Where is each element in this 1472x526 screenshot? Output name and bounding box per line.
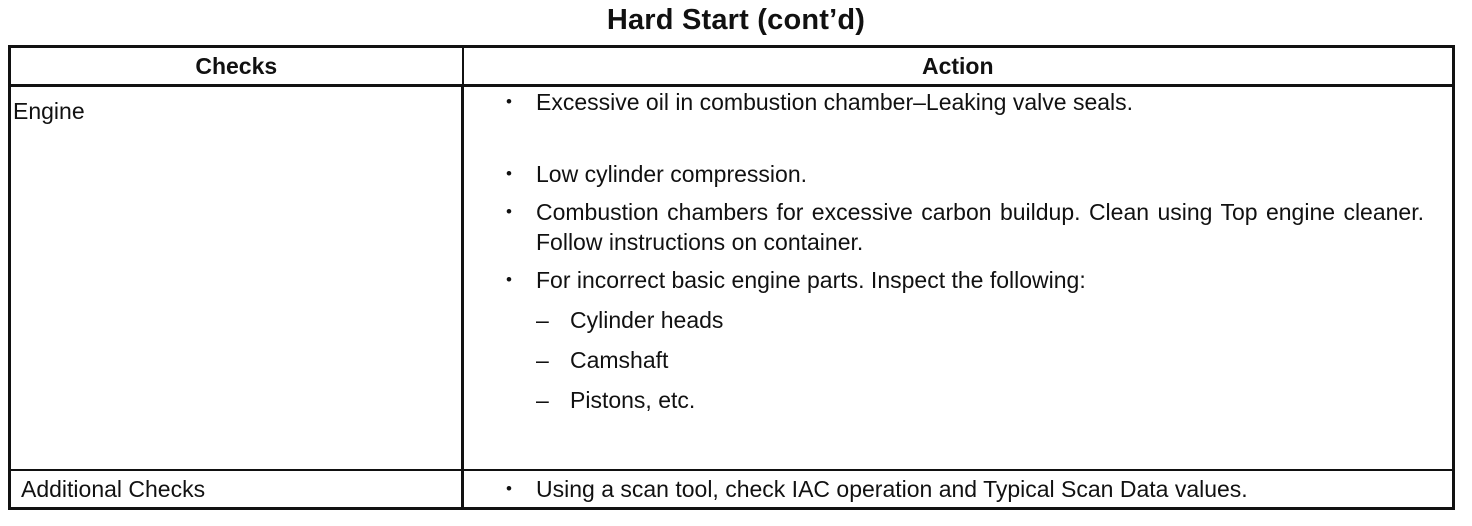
sub-item: – Cylinder heads — [464, 305, 1452, 335]
action-list — [464, 87, 1452, 415]
check-cell-additional: Additional Checks — [10, 470, 463, 509]
sub-item: – Camshaft — [464, 345, 1452, 375]
action-item: • For incorrect basic engine parts. Inspect the following: — [464, 265, 1452, 295]
action-item: • Excessive oil in combustion chamber–Leaking valve seals. — [464, 87, 1452, 117]
checks-column-header: Checks — [10, 47, 463, 86]
table-header-row — [10, 47, 1454, 86]
hard-start-table — [8, 45, 1455, 510]
action-cell-additional — [463, 470, 1454, 509]
sub-item: – Pistons, etc. — [464, 385, 1452, 415]
action-item: • Using a scan tool, check IAC operation and Typical Scan Data values. — [464, 474, 1452, 504]
page-title: Hard Start (cont’d) — [606, 4, 866, 36]
action-item: • Combustion chambers for excessive carbon buildup. Clean using Top engine cleaner. Follow instructions on container. — [464, 197, 1452, 257]
action-column-header: Action — [463, 47, 1454, 86]
check-cell-engine: Engine — [10, 86, 463, 471]
action-list — [464, 474, 1452, 504]
action-item: • Low cylinder compression. — [464, 159, 1452, 189]
action-cell-engine — [463, 86, 1454, 471]
table-row — [10, 470, 1454, 509]
table-row — [10, 86, 1454, 471]
